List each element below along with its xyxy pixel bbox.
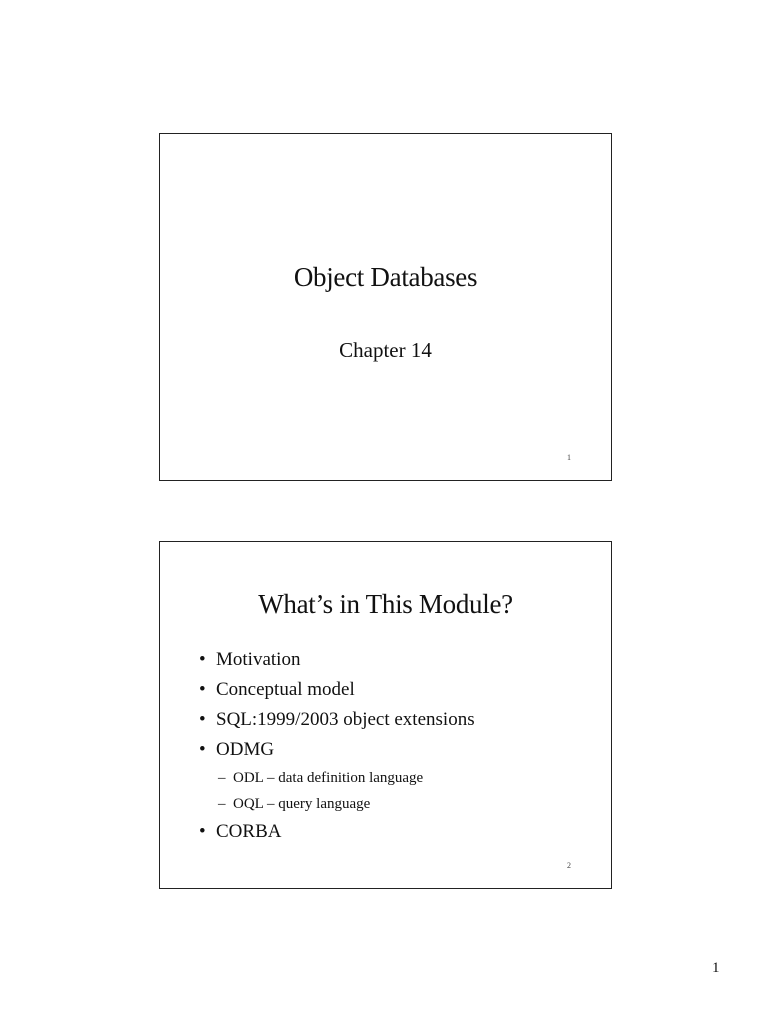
bullet-marker: •: [199, 739, 206, 760]
bullet-marker: •: [199, 709, 206, 730]
sub-list-item: [199, 791, 475, 817]
list-item: [199, 705, 475, 735]
list-item-text: ODMG: [216, 739, 275, 760]
bullet-marker: •: [199, 679, 206, 700]
list-item-text: Motivation: [216, 649, 301, 670]
bullet-marker: •: [199, 821, 206, 842]
bullet-list: [199, 645, 475, 847]
list-item: [199, 645, 475, 675]
sub-list-item-text: ODL – data definition language: [233, 770, 424, 786]
slide-1-subtitle: Chapter 14: [339, 338, 432, 362]
slide-1-number: 1: [567, 453, 571, 462]
sub-list-item-text: OQL – query language: [233, 796, 371, 812]
list-item-text: CORBA: [216, 821, 282, 842]
slide-1: [159, 133, 612, 481]
bullet-marker: •: [199, 649, 206, 670]
sub-list-item: [199, 765, 475, 791]
list-item: [199, 817, 475, 847]
list-item: [199, 675, 475, 705]
slide-2-number: 2: [567, 861, 571, 870]
dash-marker: –: [218, 796, 226, 812]
dash-marker: –: [218, 770, 226, 786]
list-item-text: SQL:1999/2003 object extensions: [216, 709, 475, 730]
slide-2-title: What’s in This Module?: [258, 589, 513, 619]
list-item: [199, 735, 475, 765]
slide-2: [159, 541, 612, 889]
slide-1-title: Object Databases: [293, 262, 478, 292]
page-number: 1: [712, 960, 720, 976]
list-item-text: Conceptual model: [216, 679, 355, 700]
